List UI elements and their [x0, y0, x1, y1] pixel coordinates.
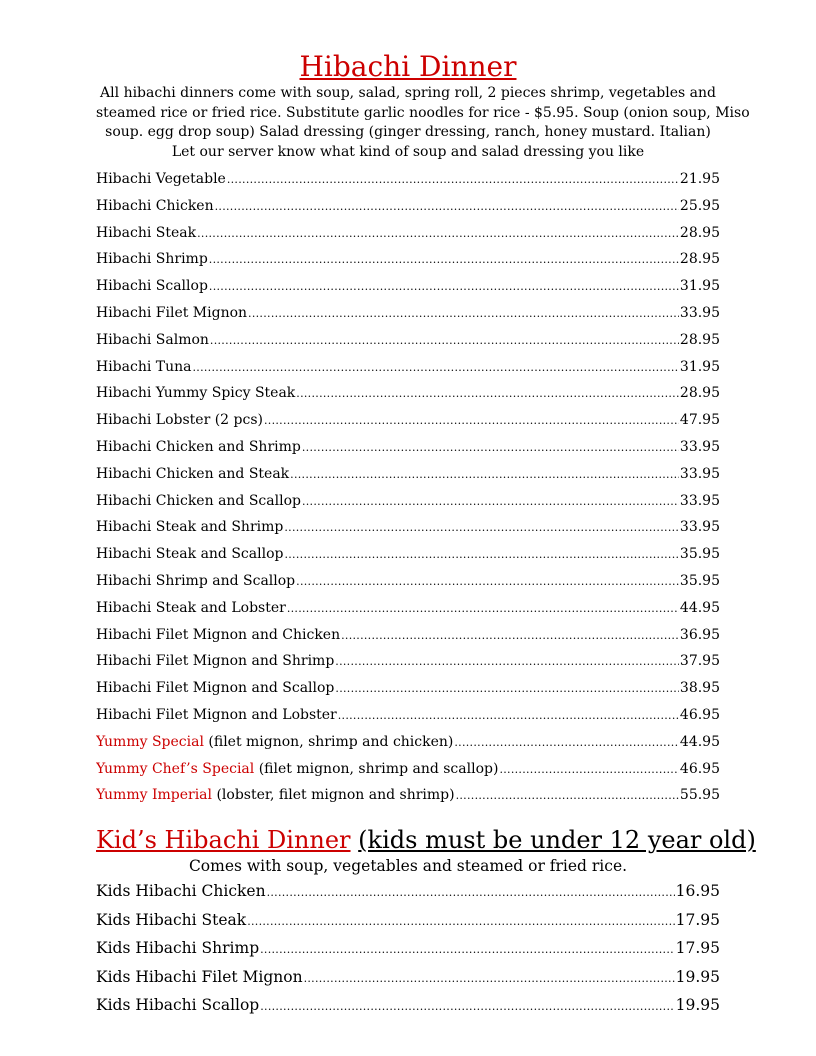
- menu-item-price: 19.95: [675, 996, 720, 1015]
- dot-leader: [287, 602, 679, 615]
- menu-item: [96, 573, 720, 600]
- menu-item: [96, 653, 720, 680]
- menu-item-price: 33.95: [679, 492, 720, 509]
- menu-item: [96, 385, 720, 412]
- menu-item: [96, 251, 720, 278]
- menu-item-price: 17.95: [675, 910, 720, 929]
- menu-item-price: 46.95: [679, 760, 720, 777]
- dot-leader: [267, 886, 675, 899]
- menu-item-name: Hibachi Shrimp: [96, 251, 208, 268]
- menu-item: [96, 225, 720, 252]
- hibachi-item-list: [96, 171, 720, 814]
- menu-item-price: 38.95: [679, 680, 720, 697]
- menu-item-price: 47.95: [679, 412, 720, 429]
- menu-item: [96, 787, 720, 814]
- dot-leader: [248, 307, 679, 320]
- menu-item-price: 44.95: [679, 599, 720, 616]
- dot-leader: [247, 915, 674, 928]
- dot-leader: [209, 253, 679, 266]
- menu-item-name: [96, 761, 498, 777]
- menu-item-name: Kids Hibachi Steak: [96, 910, 247, 929]
- menu-item: [96, 939, 720, 968]
- menu-item-name: [96, 734, 453, 750]
- intro-line: Let our server know what kind of soup and salad dressing you like: [171, 143, 645, 160]
- menu-item-name: Kids Hibachi Scallop: [96, 996, 260, 1015]
- dot-leader: [296, 387, 679, 400]
- special-name: Yummy Special: [96, 733, 204, 750]
- dot-leader: [296, 575, 679, 588]
- dot-leader: [335, 682, 679, 695]
- intro-line: All hibachi dinners come with soup, salad, spring roll, 2 pieces shrimp, vegetables and: [100, 85, 716, 101]
- menu-item-price: 35.95: [679, 546, 720, 563]
- menu-item-name: Hibachi Salmon: [96, 331, 209, 348]
- dot-leader: [456, 789, 679, 802]
- kids-hibachi-title: [96, 826, 756, 855]
- menu-item-name: Hibachi Chicken and Shrimp: [96, 438, 301, 455]
- menu-item-name: Hibachi Scallop: [96, 278, 208, 295]
- dot-leader: [209, 280, 679, 293]
- menu-item-name: Hibachi Steak: [96, 224, 197, 241]
- menu-item-name: Kids Hibachi Chicken: [96, 882, 266, 901]
- menu-item-price: 16.95: [675, 882, 720, 901]
- menu-item-price: 21.95: [679, 171, 720, 187]
- menu-item: [96, 600, 720, 627]
- menu-item-name: Hibachi Filet Mignon: [96, 304, 248, 321]
- dot-leader: [215, 200, 679, 213]
- special-name: Yummy Chef’s Special: [96, 760, 255, 777]
- dot-leader: [335, 655, 679, 668]
- dot-leader: [210, 334, 679, 347]
- special-name: Yummy Imperial: [96, 787, 212, 804]
- menu-item: [96, 305, 720, 332]
- menu-item-name: Hibachi Filet Mignon and Shrimp: [96, 653, 335, 670]
- menu-item-name: Hibachi Filet Mignon and Chicken: [96, 626, 341, 643]
- intro-line: soup. egg drop soup) Salad dressing (ginger dressing, ranch, honey mustard. Italian): [105, 124, 711, 140]
- menu-item-name: Hibachi Filet Mignon and Scallop: [96, 680, 335, 697]
- menu-item: [96, 171, 720, 198]
- menu-item: [96, 439, 720, 466]
- menu-item-price: 33.95: [679, 519, 720, 536]
- menu-item: [96, 546, 720, 573]
- menu-item-name: Hibachi Shrimp and Scallop: [96, 572, 296, 589]
- special-detail: (lobster, filet mignon and shrimp): [212, 787, 455, 804]
- menu-item: [96, 519, 720, 546]
- menu-item-price: 33.95: [679, 304, 720, 321]
- menu-item-price: 35.95: [679, 572, 720, 589]
- menu-item-name: Kids Hibachi Filet Mignon: [96, 967, 303, 986]
- menu-item: [96, 968, 720, 997]
- dot-leader: [290, 468, 679, 481]
- menu-item-name: Hibachi Chicken: [96, 197, 214, 214]
- dot-leader: [338, 709, 679, 722]
- dot-leader: [302, 495, 679, 508]
- menu-item-price: 33.95: [679, 465, 720, 482]
- menu-item-price: 19.95: [675, 967, 720, 986]
- menu-item-name: Kids Hibachi Shrimp: [96, 939, 260, 958]
- menu-item-name: Hibachi Steak and Scallop: [96, 546, 284, 563]
- menu-item: [96, 627, 720, 654]
- dot-leader: [454, 736, 679, 749]
- menu-item-name: Hibachi Vegetable: [96, 171, 226, 187]
- menu-item-name: Hibachi Lobster (2 pcs): [96, 412, 263, 429]
- dot-leader: [284, 521, 679, 534]
- menu-item: [96, 680, 720, 707]
- dot-leader: [227, 173, 679, 186]
- dot-leader: [193, 361, 679, 374]
- kids-title-main: Kid’s Hibachi Dinner: [96, 826, 351, 855]
- hibachi-dinner-title: Hibachi Dinner: [299, 50, 517, 83]
- menu-item-name: Hibachi Chicken and Scallop: [96, 492, 301, 509]
- menu-item: [96, 911, 720, 940]
- menu-item: [96, 466, 720, 493]
- menu-item-name: Hibachi Steak and Shrimp: [96, 519, 284, 536]
- menu-item: [96, 412, 720, 439]
- menu-item-price: 17.95: [675, 939, 720, 958]
- dot-leader: [341, 629, 679, 642]
- menu-item-price: 46.95: [679, 706, 720, 723]
- menu-item: [96, 761, 720, 788]
- dot-leader: [284, 548, 678, 561]
- menu-item-name: Hibachi Filet Mignon and Lobster: [96, 706, 337, 723]
- menu-item: [96, 996, 720, 1025]
- menu-item-name: Hibachi Chicken and Steak: [96, 465, 290, 482]
- dot-leader: [260, 943, 675, 956]
- menu-item-name: Hibachi Yummy Spicy Steak: [96, 385, 296, 402]
- menu-item-price: 31.95: [679, 278, 720, 295]
- menu-item-price: 28.95: [679, 224, 720, 241]
- menu-item-price: 36.95: [679, 626, 720, 643]
- hibachi-intro: [96, 84, 750, 162]
- kids-title-note: (kids must be under 12 year old): [358, 826, 756, 855]
- dot-leader: [499, 763, 678, 776]
- menu-item-price: 44.95: [679, 733, 720, 750]
- menu-item-price: 33.95: [679, 438, 720, 455]
- menu-item: [96, 734, 720, 761]
- menu-item-price: 28.95: [679, 331, 720, 348]
- special-detail: (filet mignon, shrimp and chicken): [203, 733, 454, 750]
- menu-item: [96, 359, 720, 386]
- menu-item-price: 28.95: [679, 385, 720, 402]
- special-detail: (filet mignon, shrimp and scallop): [254, 760, 499, 777]
- dot-leader: [302, 441, 679, 454]
- kids-item-list: [96, 882, 720, 1025]
- menu-item: [96, 707, 720, 734]
- dot-leader: [264, 414, 679, 427]
- dot-leader: [260, 1000, 674, 1013]
- menu-item-name: Hibachi Steak and Lobster: [96, 599, 286, 616]
- menu-page: [96, 0, 756, 1025]
- menu-item-name: Hibachi Tuna: [96, 358, 192, 375]
- menu-item: [96, 278, 720, 305]
- menu-item-price: 31.95: [679, 358, 720, 375]
- menu-item-price: 37.95: [679, 653, 720, 670]
- dot-leader: [304, 972, 675, 985]
- menu-item: [96, 882, 720, 911]
- menu-item-price: 25.95: [679, 197, 720, 214]
- menu-item-name: [96, 787, 455, 803]
- menu-item: [96, 198, 720, 225]
- dot-leader: [197, 227, 679, 240]
- kids-subtitle: Comes with soup, vegetables and steamed or fried rice.: [188, 857, 628, 876]
- menu-item: [96, 332, 720, 359]
- menu-item-price: 28.95: [679, 251, 720, 268]
- menu-item: [96, 493, 720, 520]
- intro-line: steamed rice or fried rice. Substitute garlic noodles for rice - $5.95. Soup (onion soup, Miso: [96, 104, 750, 121]
- menu-item-price: 55.95: [679, 787, 720, 804]
